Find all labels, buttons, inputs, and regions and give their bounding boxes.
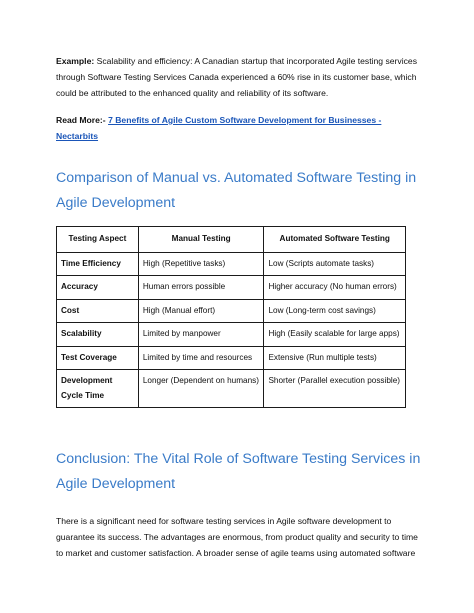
automated-cell: High (Easily scalable for large apps) xyxy=(264,323,406,347)
aspect-cell: Development Cycle Time xyxy=(57,370,139,408)
example-paragraph xyxy=(56,53,418,101)
automated-cell: Low (Scripts automate tasks) xyxy=(264,252,406,276)
aspect-cell: Test Coverage xyxy=(57,346,139,370)
header-testing-aspect: Testing Aspect xyxy=(57,227,139,253)
manual-cell: High (Manual effort) xyxy=(138,299,264,323)
table-row xyxy=(57,323,406,347)
automated-cell: Higher accuracy (No human errors) xyxy=(264,276,406,300)
read-more-paragraph xyxy=(56,112,418,144)
manual-cell: Human errors possible xyxy=(138,276,264,300)
comparison-heading: Comparison of Manual vs. Automated Software Testing in Agile Development xyxy=(56,170,417,211)
automated-cell: Shorter (Parallel execution possible) xyxy=(264,370,406,408)
aspect-cell: Accuracy xyxy=(57,276,139,300)
example-text: Scalability and efficiency: A Canadian startup that incorporated Agile testing services through Software Testing Services Canada experienced a 60% rise in its customer base, which could be attributed to the enhanced quality and reliability of its software. xyxy=(56,56,417,98)
comparison-table xyxy=(56,226,406,408)
aspect-cell: Time Efficiency xyxy=(57,252,139,276)
manual-cell: Limited by time and resources xyxy=(138,346,264,370)
table-row xyxy=(57,252,406,276)
table-row xyxy=(57,299,406,323)
manual-cell: Limited by manpower xyxy=(138,323,264,347)
table-row xyxy=(57,346,406,370)
conclusion-heading: Conclusion: The Vital Role of Software Testing Services in Agile Development xyxy=(56,451,421,492)
automated-cell: Low (Long-term cost savings) xyxy=(264,299,406,323)
header-automated-testing: Automated Software Testing xyxy=(264,227,406,253)
read-more-link[interactable]: 7 Benefits of Agile Custom Software Development for Businesses - Nectarbits xyxy=(56,115,382,141)
manual-cell: Longer (Dependent on humans) xyxy=(138,370,264,408)
header-manual-testing: Manual Testing xyxy=(138,227,264,253)
table-row xyxy=(57,276,406,300)
manual-cell: High (Repetitive tasks) xyxy=(138,252,264,276)
conclusion-paragraph: There is a significant need for software testing services in Agile software development to guarantee its success. The advantages are enormous, from product quality and security to time to market and customer satisfaction. A broader sense of agile teams using automated software xyxy=(56,516,418,558)
aspect-cell: Cost xyxy=(57,299,139,323)
automated-cell: Extensive (Run multiple tests) xyxy=(264,346,406,370)
example-label: Example: xyxy=(56,56,95,66)
table-row xyxy=(57,370,406,408)
read-more-label: Read More:- xyxy=(56,115,106,125)
table-header-row xyxy=(57,227,406,253)
aspect-cell: Scalability xyxy=(57,323,139,347)
